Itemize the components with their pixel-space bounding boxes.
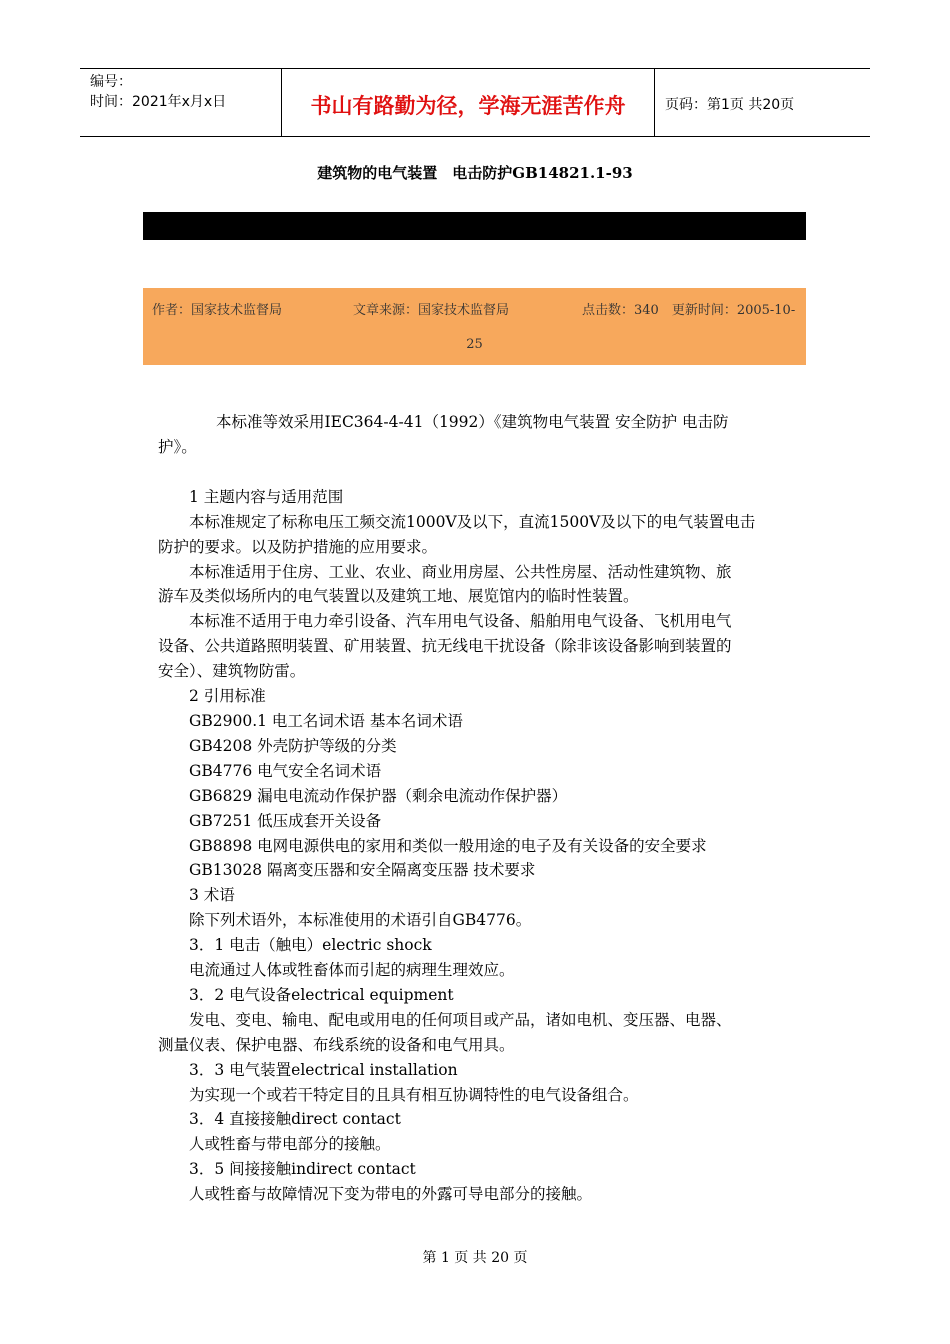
paragraph-line: 本标准不适用于电力牵引设备、汽车用电气设备、船舶用电气设备、飞机用电气 (189, 612, 732, 631)
page-header (80, 68, 870, 137)
header-middle-cell (282, 69, 655, 136)
page-info: 页码：第1页 共20页 (665, 97, 795, 113)
section-heading: 3 术语 (189, 886, 235, 905)
reference-item: GB2900.1 电工名词术语 基本名词术语 (189, 711, 463, 730)
reference-item: GB4776 电气安全名词术语 (189, 761, 382, 780)
section-heading: 2 引用标准 (189, 687, 266, 706)
document-title: 建筑物的电气装置 电击防护GB14821.1-93 (317, 164, 633, 182)
term-heading: 3．5 间接接触indirect contact (189, 1160, 416, 1179)
source-label: 文章来源：国家技术监督局 (353, 303, 510, 318)
paragraph-line: 防护的要求。以及防护措施的应用要求。 (158, 537, 438, 556)
header-right-cell (655, 69, 870, 136)
term-heading: 3．1 电击（触电）electric shock (189, 936, 432, 955)
paragraph-line: 安全）、建筑物防雷。 (158, 662, 306, 681)
paragraph-line: 设备、公共道路照明装置、矿用装置、抗无线电干扰设备（除非该设备影响到装置的 (158, 637, 732, 656)
term-definition: 发电、变电、输电、配电或用电的任何项目或产品，诸如电机、变压器、电器、 (189, 1010, 732, 1029)
document-body (158, 410, 798, 1207)
term-heading: 3．3 电气装置electrical installation (189, 1060, 458, 1079)
term-heading: 3．2 电气设备electrical equipment (189, 985, 454, 1004)
term-definition: 人或牲畜与故障情况下变为带电的外露可导电部分的接触。 (189, 1185, 593, 1204)
term-definition: 电流通过人体或牲畜体而引起的病理生理效应。 (189, 961, 515, 980)
intro-line: 本标准等效采用IEC364-4-41（1992）《建筑物电气装置 安全防护 电击防 (216, 413, 729, 431)
paragraph-line: 除下列术语外，本标准使用的术语引自GB4776。 (189, 911, 532, 930)
term-definition: 人或牲畜与带电部分的接触。 (189, 1135, 391, 1154)
update-date-tail: 25 (466, 337, 483, 352)
header-left-cell (80, 69, 282, 136)
paragraph-line: 本标准适用于住房、工业、农业、商业用房屋、公共性房屋、活动性建筑物、旅 (189, 562, 732, 581)
intro-line: 护》。 (158, 437, 197, 456)
time-label: 时间：2021年x月x日 (90, 94, 227, 110)
reference-item: GB13028 隔离变压器和安全隔离变压器 技术要求 (189, 861, 536, 880)
section-heading: 1 主题内容与适用范围 (189, 487, 344, 506)
term-definition: 为实现一个或若干特定目的且具有相互协调特性的电气设备组合。 (189, 1085, 639, 1104)
code-label: 编号： (90, 74, 132, 90)
reference-item: GB7251 低压成套开关设备 (189, 811, 382, 830)
motto: 书山有路勤为径，学海无涯苦作舟 (310, 94, 626, 118)
term-heading: 3．4 直接接触direct contact (189, 1110, 401, 1129)
term-definition: 测量仪表、保护电器、布线系统的设备和电气用具。 (158, 1035, 515, 1054)
reference-item: GB6829 漏电电流动作保护器（剩余电流动作保护器） (189, 786, 568, 805)
black-banner (143, 212, 806, 240)
author-label: 作者：国家技术监督局 (152, 303, 283, 318)
reference-item: GB8898 电网电源供电的家用和类似一般用途的电子及有关设备的安全要求 (189, 836, 707, 855)
clicks-updated-label: 点击数：340 更新时间：2005-10- (582, 303, 796, 318)
article-meta-box (143, 288, 806, 365)
article-meta-row (152, 299, 800, 319)
page-footer: 第 1 页 共 20 页 (422, 1250, 528, 1266)
paragraph-line: 本标准规定了标称电压工频交流1000V及以下，直流1500V及以下的电气装置电击 (189, 512, 756, 531)
paragraph-line: 游车及类似场所内的电气装置以及建筑工地、展览馆内的临时性装置。 (158, 587, 639, 606)
reference-item: GB4208 外壳防护等级的分类 (189, 736, 397, 755)
